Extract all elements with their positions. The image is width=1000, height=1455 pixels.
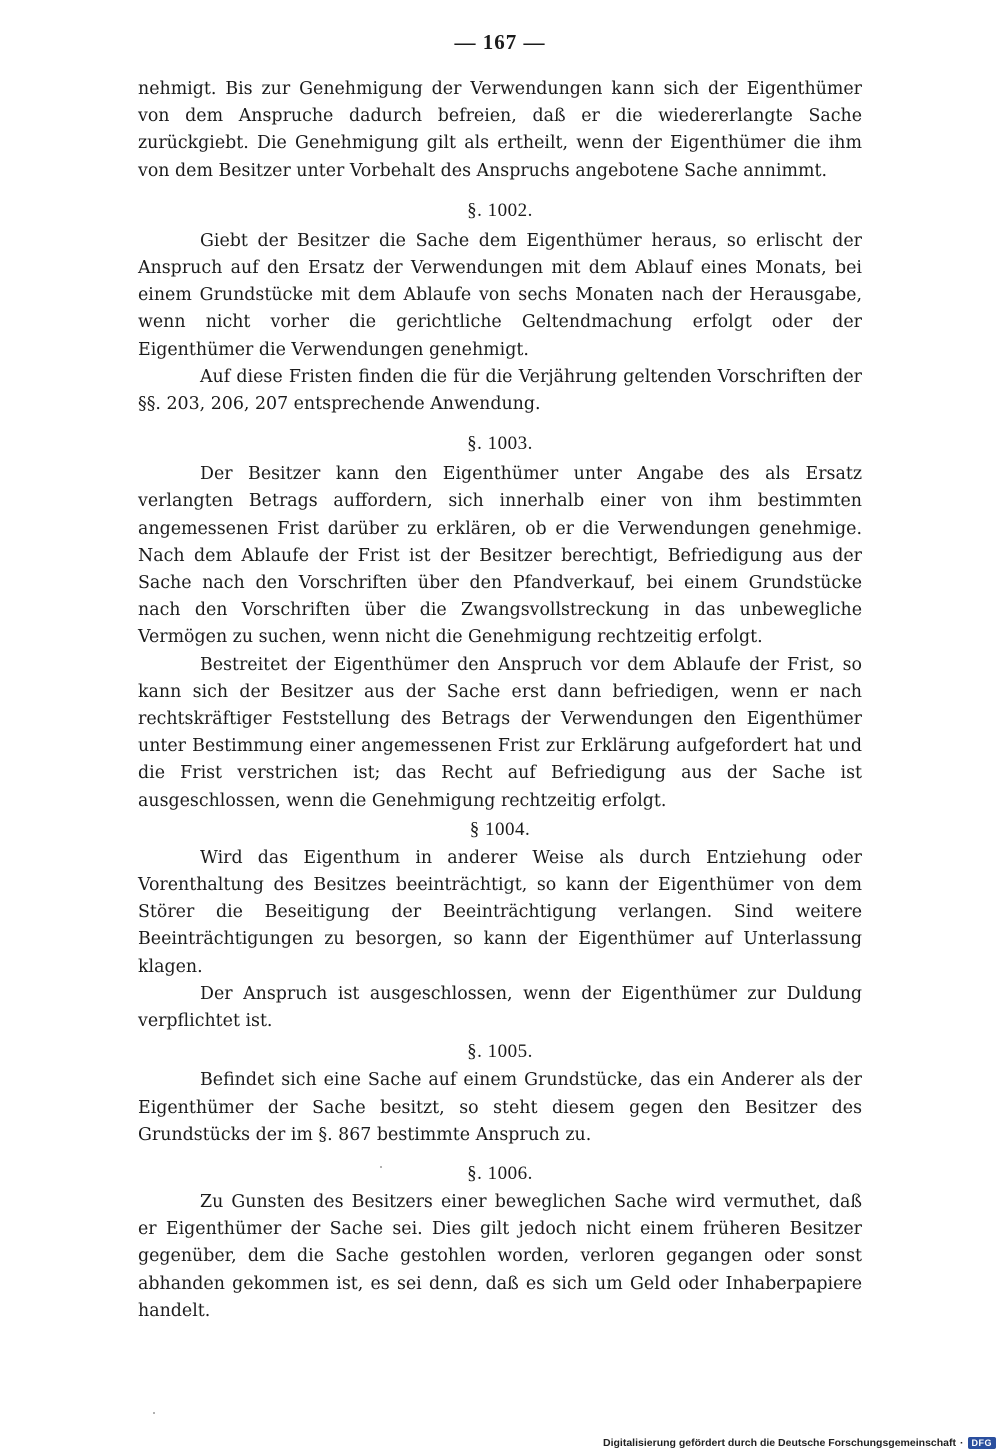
paragraph-1004-2: Der Anspruch ist ausgeschlossen, wenn der Eigenthümer zur Duldung verpflichtet ist. [138,983,862,1032]
footer-separator: · [960,1437,964,1449]
section-heading-1004: § 1004. [469,818,531,840]
scan-speck [153,1412,155,1414]
paragraph-1003-1: Der Besitzer kann den Eigenthümer unter Angabe des als Ersatz verlangten Betrags auffordern, sich innerhalb einer von ihm bestimmten angemessenen Frist darüber zu erklären, ob er die Verwendungen genehmige. Nach dem Ablaufe der Frist ist der Besitzer berechtigt, Befriedigung aus der Sache nach den Vorschriften über den Pfandverkauf, bei einem Grundstücke nach den Vorschriften über die Zwangsvollstreckung in das unbewegliche Vermögen zu suchen, wenn nicht die Genehmigung rechtzeitig erfolgt. [138,464,862,648]
section-heading-1003: §. 1003. [467,433,533,455]
section-heading-1006: §. 1006. [467,1162,533,1184]
paragraph-1002-1: Giebt der Besitzer die Sache dem Eigenthümer heraus, so erlischt der Anspruch auf den Ersatz der Verwendungen mit dem Ablauf eines Monats, bei einem Grundstücke mit dem Ablaufe von sechs Monaten nach der Herausgabe, wenn nicht vorher die gerichtliche Geltendmachung erfolgt oder der Eigenthümer die Verwendungen genehmigt. [138,230,862,360]
page-number: — 167 — [454,30,546,54]
dfg-logo-icon: DFG [968,1437,997,1449]
section-heading-1002: §. 1002. [467,199,533,221]
paragraph-continuation: nehmigt. Bis zur Genehmigung der Verwendungen kann sich der Eigenthümer von dem Anspruche dadurch befreien, daß er die wiedererlangte Sache zurückgiebt. Die Genehmigung gilt als ertheilt, wenn der Eigenthümer die ihm von dem Besitzer unter Vorbehalt des Anspruchs angebotene Sache annimmt. [138,79,862,181]
paragraph-1006-1: Zu Gunsten des Besitzers einer beweglichen Sache wird vermuthet, daß er Eigenthümer der Sache sei. Dies gilt jedoch nicht einem früheren Besitzer gegenüber, dem die Sache gestohlen worden, verloren gegangen oder sonst abhanden gekommen ist, es sei denn, daß es sich um Geld oder Inhaberpapiere handelt. [138,1191,862,1321]
footer-text: Digitalisierung gefördert durch die Deutsche Forschungsgemeinschaft [603,1437,956,1449]
text-body [138,76,862,1325]
paragraph-1005-1: Befindet sich eine Sache auf einem Grundstücke, das ein Anderer als der Eigenthümer der Sache besitzt, so steht diesem gegen den Besitzer des Grundstücks der im §. 867 bestimmte Anspruch zu. [138,1070,862,1145]
paragraph-1002-2: Auf diese Fristen finden die für die Verjährung geltenden Vorschriften der §§. 203, 206, 207 entsprechende Anwendung. [138,366,862,415]
scan-speck [380,1166,382,1168]
paragraph-1004-1: Wird das Eigenthum in anderer Weise als durch Entziehung oder Vorenthaltung des Besitzes beeinträchtigt, so kann der Eigenthümer von dem Störer die Beseitigung der Beeinträchtigung verlangen. Sind weitere Beeinträchtigungen zu besorgen, so kann der Eigenthümer auf Unterlassung klagen. [138,847,862,977]
digitization-footer [603,1437,996,1449]
section-heading-1005: §. 1005. [467,1041,533,1063]
paragraph-1003-2: Bestreitet der Eigenthümer den Anspruch vor dem Ablaufe der Frist, so kann sich der Besitzer aus der Sache erst dann befriedigen, wenn er nach rechtskräftiger Feststellung des Betrags der Verwendungen den Eigenthümer unter Bestimmung einer angemessenen Frist zur Erklärung aufgefordert hat und die Frist verstrichen ist; das Recht auf Befriedigung aus der Sache ist ausgeschlossen, wenn die Genehmigung rechtzeitig erfolgt. [138,654,862,811]
